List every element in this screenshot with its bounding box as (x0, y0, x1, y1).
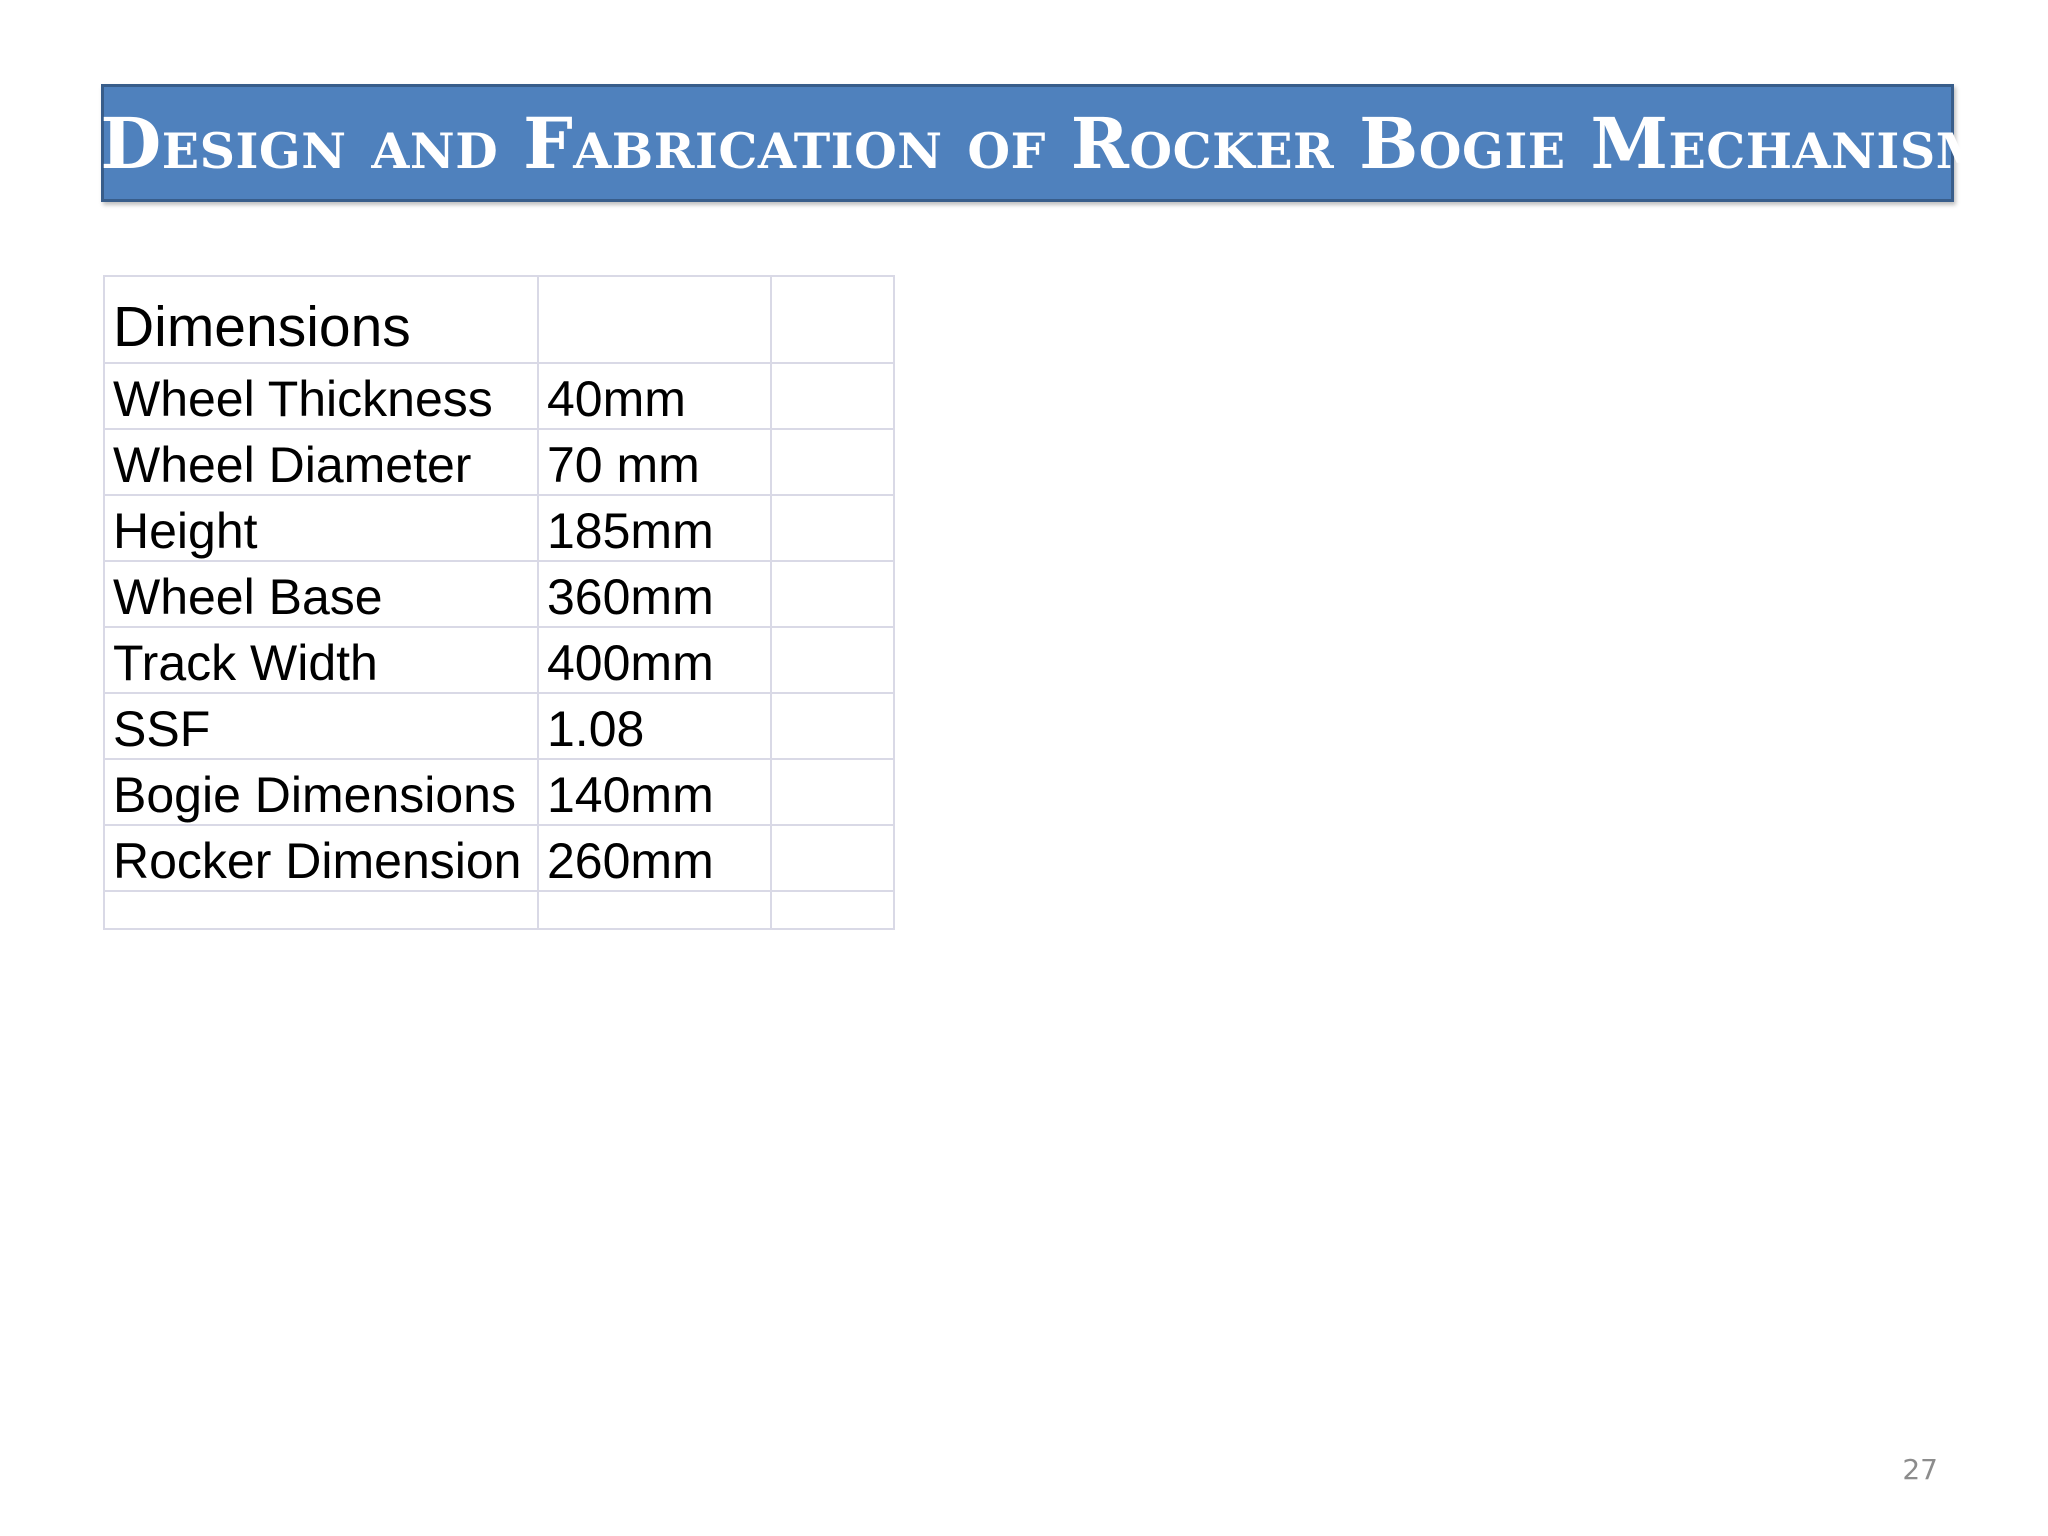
table-row (104, 363, 894, 429)
table-row (104, 825, 894, 891)
table-empty-cell (538, 891, 771, 929)
table-row (104, 495, 894, 561)
table-header-cell: Dimensions (104, 276, 538, 363)
dimension-value: 400mm (538, 627, 771, 693)
dimension-label: Track Width (104, 627, 538, 693)
dimension-label: Bogie Dimensions (104, 759, 538, 825)
slide-title: Design and Fabrication of Rocker Bogie Mechanism (100, 101, 1991, 185)
dimension-value: 185mm (538, 495, 771, 561)
dimension-label: Wheel Base (104, 561, 538, 627)
dimension-label: Wheel Diameter (104, 429, 538, 495)
table-empty-cell (771, 495, 894, 561)
table-row (104, 693, 894, 759)
table-empty-cell (771, 759, 894, 825)
table-empty-cell (771, 627, 894, 693)
table-row (104, 759, 894, 825)
dimension-label: SSF (104, 693, 538, 759)
table-row (104, 627, 894, 693)
table-empty-row (104, 891, 894, 929)
page-number: 27 (1902, 1453, 1938, 1486)
dimension-value: 360mm (538, 561, 771, 627)
dimension-label: Rocker Dimension (104, 825, 538, 891)
table-empty-cell (771, 891, 894, 929)
table-empty-cell (771, 561, 894, 627)
dimension-label: Height (104, 495, 538, 561)
table-row (104, 429, 894, 495)
table-empty-cell (771, 363, 894, 429)
dimension-value: 260mm (538, 825, 771, 891)
table-empty-cell (771, 693, 894, 759)
table-empty-cell (104, 891, 538, 929)
table-header-row (104, 276, 894, 363)
dimension-value: 1.08 (538, 693, 771, 759)
table-empty-cell (771, 276, 894, 363)
table-empty-cell (538, 276, 771, 363)
dimensions-table (103, 275, 895, 930)
dimension-value: 40mm (538, 363, 771, 429)
dimension-label: Wheel Thickness (104, 363, 538, 429)
title-banner (100, 84, 1991, 202)
dimension-value: 70 mm (538, 429, 771, 495)
dimension-value: 140mm (538, 759, 771, 825)
table-empty-cell (771, 825, 894, 891)
table-row (104, 561, 894, 627)
table-empty-cell (771, 429, 894, 495)
